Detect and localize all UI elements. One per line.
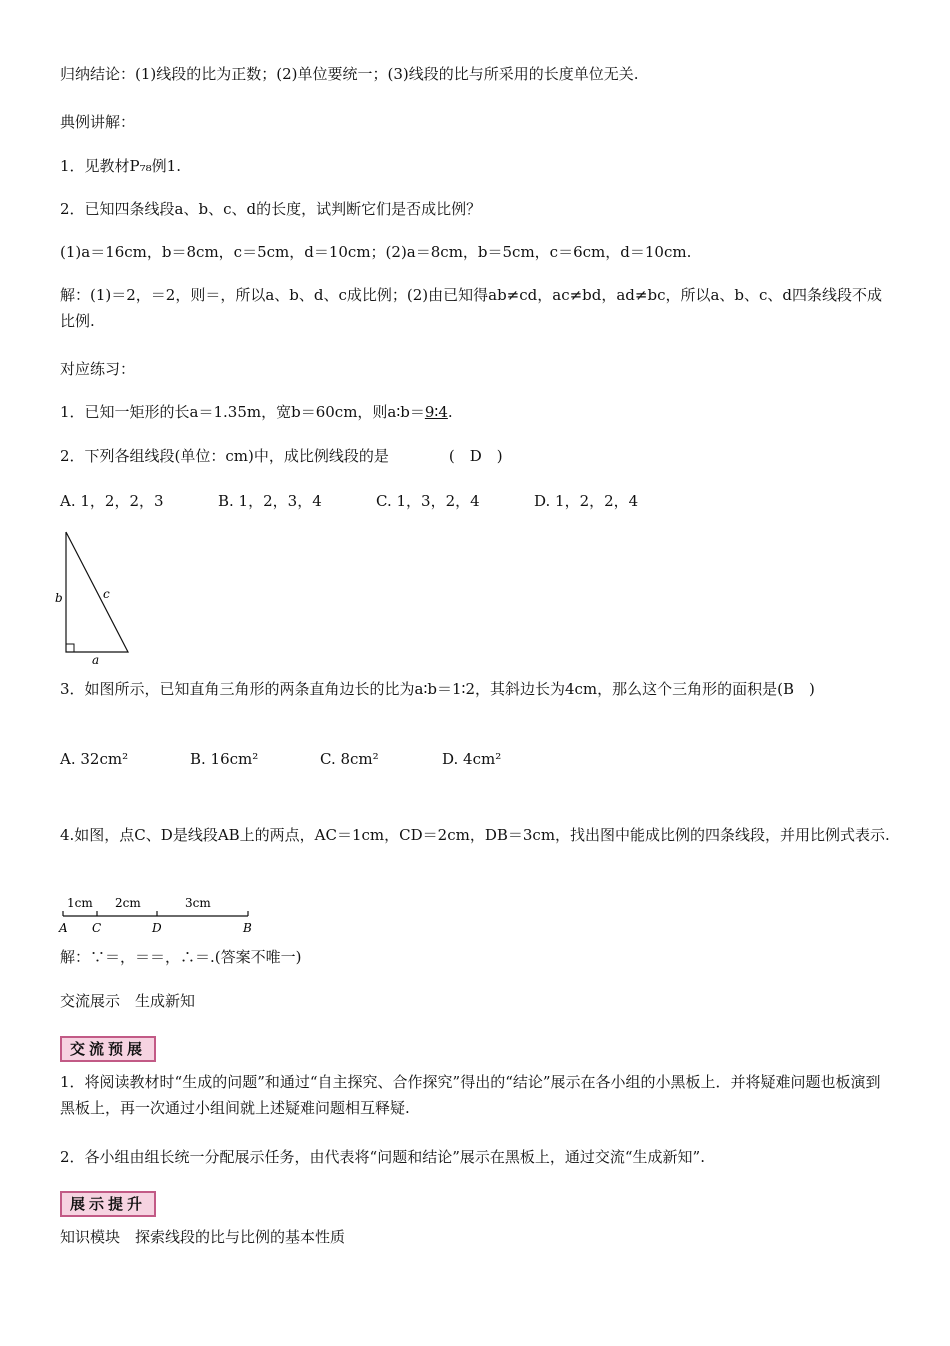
- step-2: 2．各小组由组长统一分配展示任务，由代表将“问题和结论”展示在黑板上，通过交流“生成新知”.: [60, 1148, 705, 1166]
- q3-option-c: C. 8cm²: [320, 750, 379, 768]
- q2-option-c: C. 1，3，2，4: [376, 492, 480, 510]
- point-c-label: C: [92, 921, 102, 935]
- exercise-1: [60, 402, 453, 422]
- exercise-3: 3．如图所示，已知直角三角形的两条直角边长的比为a∶b＝1∶2，其斜边长为4cm，那么这个三角形的面积是(B ): [60, 680, 815, 698]
- badge-preview: 交流预展: [60, 1036, 156, 1062]
- exercise-3-options: [60, 749, 501, 769]
- badge-improve: 展示提升: [60, 1191, 156, 1217]
- q2-option-b: B. 1，2，3，4: [218, 492, 322, 510]
- knowledge-module: 知识模块 探索线段的比与比例的基本性质: [60, 1228, 346, 1246]
- length-ac-label: 1cm: [67, 896, 93, 910]
- segment-figure: [55, 892, 265, 936]
- exercises-heading: 对应练习：: [60, 360, 136, 378]
- section-title: 交流展示 生成新知: [60, 992, 196, 1010]
- exercise-4-solution: 解：∵＝，＝＝，∴＝.(答案不唯一): [60, 948, 302, 966]
- conclusion-line: 归纳结论：(1)线段的比为正数；(2)单位要统一；(3)线段的比与所采用的长度单位无关.: [60, 65, 639, 83]
- right-triangle-figure: [52, 528, 142, 668]
- right-angle-mark: [66, 644, 74, 652]
- example-1: 1．见教材P₇₈例1.: [60, 157, 181, 175]
- triangle-label-a: a: [92, 653, 100, 667]
- point-b-label: B: [243, 921, 252, 935]
- exercise-4: 4.如图，点C、D是线段AB上的两点，AC＝1cm，CD＝2cm，DB＝3cm，找出图中能成比例的四条线段，并用比例式表示.: [60, 826, 890, 844]
- step-1: 1．将阅读教材时“生成的问题”和通过“自主探究、合作探究”得出的“结论”展示在各小组的小黑板上．并将疑难问题也板演到黑板上，再一次通过小组间就上述疑难问题相互释疑.: [60, 1073, 881, 1117]
- exercise-1-answer: 9∶4: [424, 403, 448, 421]
- q3-option-a: A. 32cm²: [60, 750, 129, 768]
- length-db-label: 3cm: [185, 896, 211, 910]
- q2-option-d: D. 1，2，2，4: [534, 492, 639, 510]
- exercise-2: 2．下列各组线段(单位：cm)中，成比例线段的是 ( D ): [60, 447, 503, 465]
- exercise-1-text: 1．已知一矩形的长a＝1.35m，宽b＝60cm，则a∶b＝: [60, 403, 425, 421]
- triangle-label-b: b: [55, 591, 63, 605]
- exercise-2-options: [60, 491, 638, 511]
- example-2-data: (1)a＝16cm，b＝8cm，c＝5cm，d＝10cm；(2)a＝8cm，b＝5cm，c＝6cm，d＝10cm.: [60, 243, 692, 261]
- point-d-label: D: [152, 921, 162, 935]
- exercise-1-period: .: [447, 403, 453, 421]
- length-cd-label: 2cm: [115, 896, 141, 910]
- point-a-label: A: [59, 921, 68, 935]
- example-2-solution: 解：(1)＝2，＝2，则＝，所以a、b、d、c成比例；(2)由已知得ab≠cd，ac≠bd，ad≠bc，所以a、b、c、d四条线段不成比例.: [60, 286, 883, 330]
- q3-option-d: D. 4cm²: [442, 750, 502, 768]
- example-2-question: 2．已知四条线段a、b、c、d的长度，试判断它们是否成比例？: [60, 200, 482, 218]
- q2-option-a: A. 1，2，2，3: [60, 492, 164, 510]
- triangle-outline: [66, 532, 128, 652]
- triangle-label-c: c: [103, 587, 110, 601]
- q3-option-b: B. 16cm²: [190, 750, 259, 768]
- examples-heading: 典例讲解：: [60, 113, 136, 131]
